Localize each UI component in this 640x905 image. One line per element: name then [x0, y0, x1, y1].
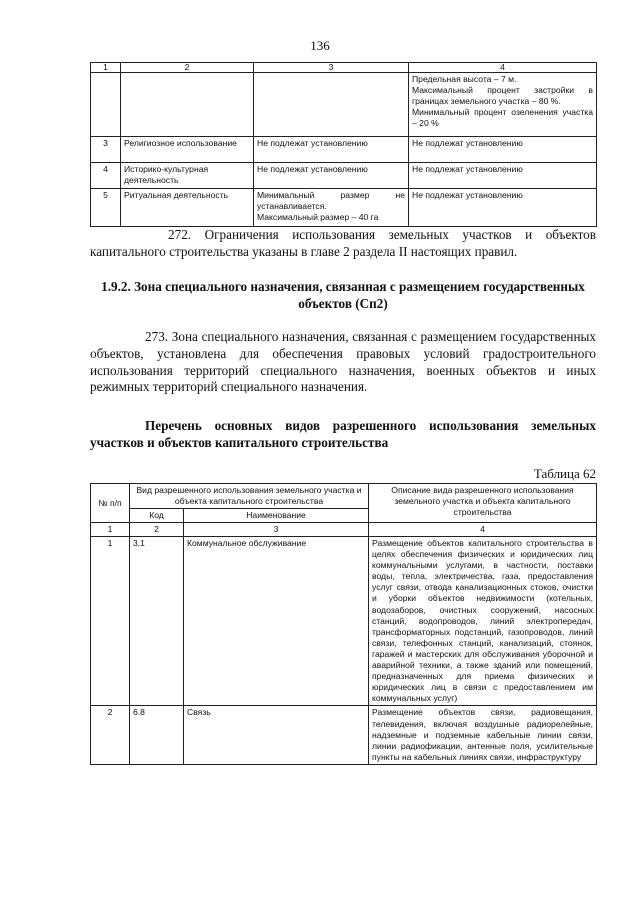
col-index: 3 — [184, 523, 369, 537]
section-heading: 1.9.2. Зона специального назначения, связанная с размещением государственных объектов (Сп2) — [101, 279, 585, 311]
list-heading: Перечень основных видов разрешенного использования земельных участков и объектов капитального строительства — [90, 418, 596, 450]
header-description: Описание вида разрешенного использования земельного участка и объекта капитального строительства — [369, 484, 597, 523]
parameters-cell: Предельная высота – 7 м. Максимальный процент застройки в границах земельного участка – 80 %. Минимальный процент озеленения участка – 20 % — [409, 73, 597, 137]
paragraph-273: 273. Зона специального назначения, связанная с размещением государственных объектов, установлена для обеспечения правовых условий градостроительного использования территорий специального назначения, военных объектов и иных режимных территорий специального назначения. — [90, 329, 596, 395]
header-name: Наименование — [184, 509, 369, 523]
permitted-uses-table — [90, 483, 597, 765]
col-index: 4 — [409, 63, 597, 73]
table-caption: Таблица 62 — [533, 466, 596, 481]
page-number: 136 — [310, 38, 330, 53]
use-code: 3.1 — [130, 537, 184, 706]
row-number: 5 — [91, 189, 121, 227]
zoning-table-continued — [90, 62, 597, 227]
col-index: 1 — [91, 523, 130, 537]
use-code: 6.8 — [130, 706, 184, 764]
table-cell: Не подлежат установлению — [409, 189, 597, 227]
table-cell — [254, 73, 409, 137]
col-index: 1 — [91, 63, 121, 73]
table-cell: Не подлежат установлению — [409, 137, 597, 163]
header-use-type: Вид разрешенного использования земельного участка и объекта капитального строительства — [130, 484, 369, 509]
table-cell: Не подлежат установлению — [254, 163, 409, 189]
use-name: Коммунальное обслуживание — [184, 537, 369, 706]
use-name: Ритуальная деятельность — [121, 189, 254, 227]
use-description: Размещение объектов капитального строительства в целях обеспечения физических и юридических лиц коммунальными услугами, в частности, поставки воды, тепла, электричества, газа, предоставления услуг связи, отвода канализационных стоков, очистки и уборки объектов недвижимости (котельных, водозаборов, очистных сооружений, насосных станций, водопроводов, линий электропередач, трансформаторных подстанций, газопроводов, линий связи, телефонных станций, канализаций, стоянок, гаражей и мастерских для обслуживания уборочной и аварийной техники, а также зданий или помещений, предназначенных для приема физических и юридических лиц в связи с предоставлением им коммунальных услуг) — [369, 537, 597, 706]
table-cell: Не подлежат установлению — [254, 137, 409, 163]
table-cell — [121, 73, 254, 137]
col-index: 2 — [130, 523, 184, 537]
use-description: Размещение объектов связи, радиовещания, телевидения, включая воздушные радиорелейные, надземные и подземные кабельные линии связи, линии радиофикации, антенные поля, усилительные пункты на кабельных линиях связи, инфраструктуру — [369, 706, 597, 764]
table-cell — [91, 73, 121, 137]
use-name: Религиозное использование — [121, 137, 254, 163]
use-name: Историко-культурная деятельность — [121, 163, 254, 189]
table-cell: Не подлежат установлению — [409, 163, 597, 189]
row-number: 2 — [91, 706, 130, 764]
col-index: 4 — [369, 523, 597, 537]
table-cell: Минимальный размер не устанавливается. Максимальный размер – 40 га — [254, 189, 409, 227]
use-name: Связь — [184, 706, 369, 764]
row-number: 4 — [91, 163, 121, 189]
header-num: № п/п — [91, 484, 130, 523]
header-code: Код — [130, 509, 184, 523]
col-index: 2 — [121, 63, 254, 73]
paragraph-272: 272. Ограничения использования земельных участков и объектов капитального строительства указаны в главе 2 раздела II настоящих правил. — [90, 227, 596, 259]
row-number: 1 — [91, 537, 130, 706]
row-number: 3 — [91, 137, 121, 163]
col-index: 3 — [254, 63, 409, 73]
